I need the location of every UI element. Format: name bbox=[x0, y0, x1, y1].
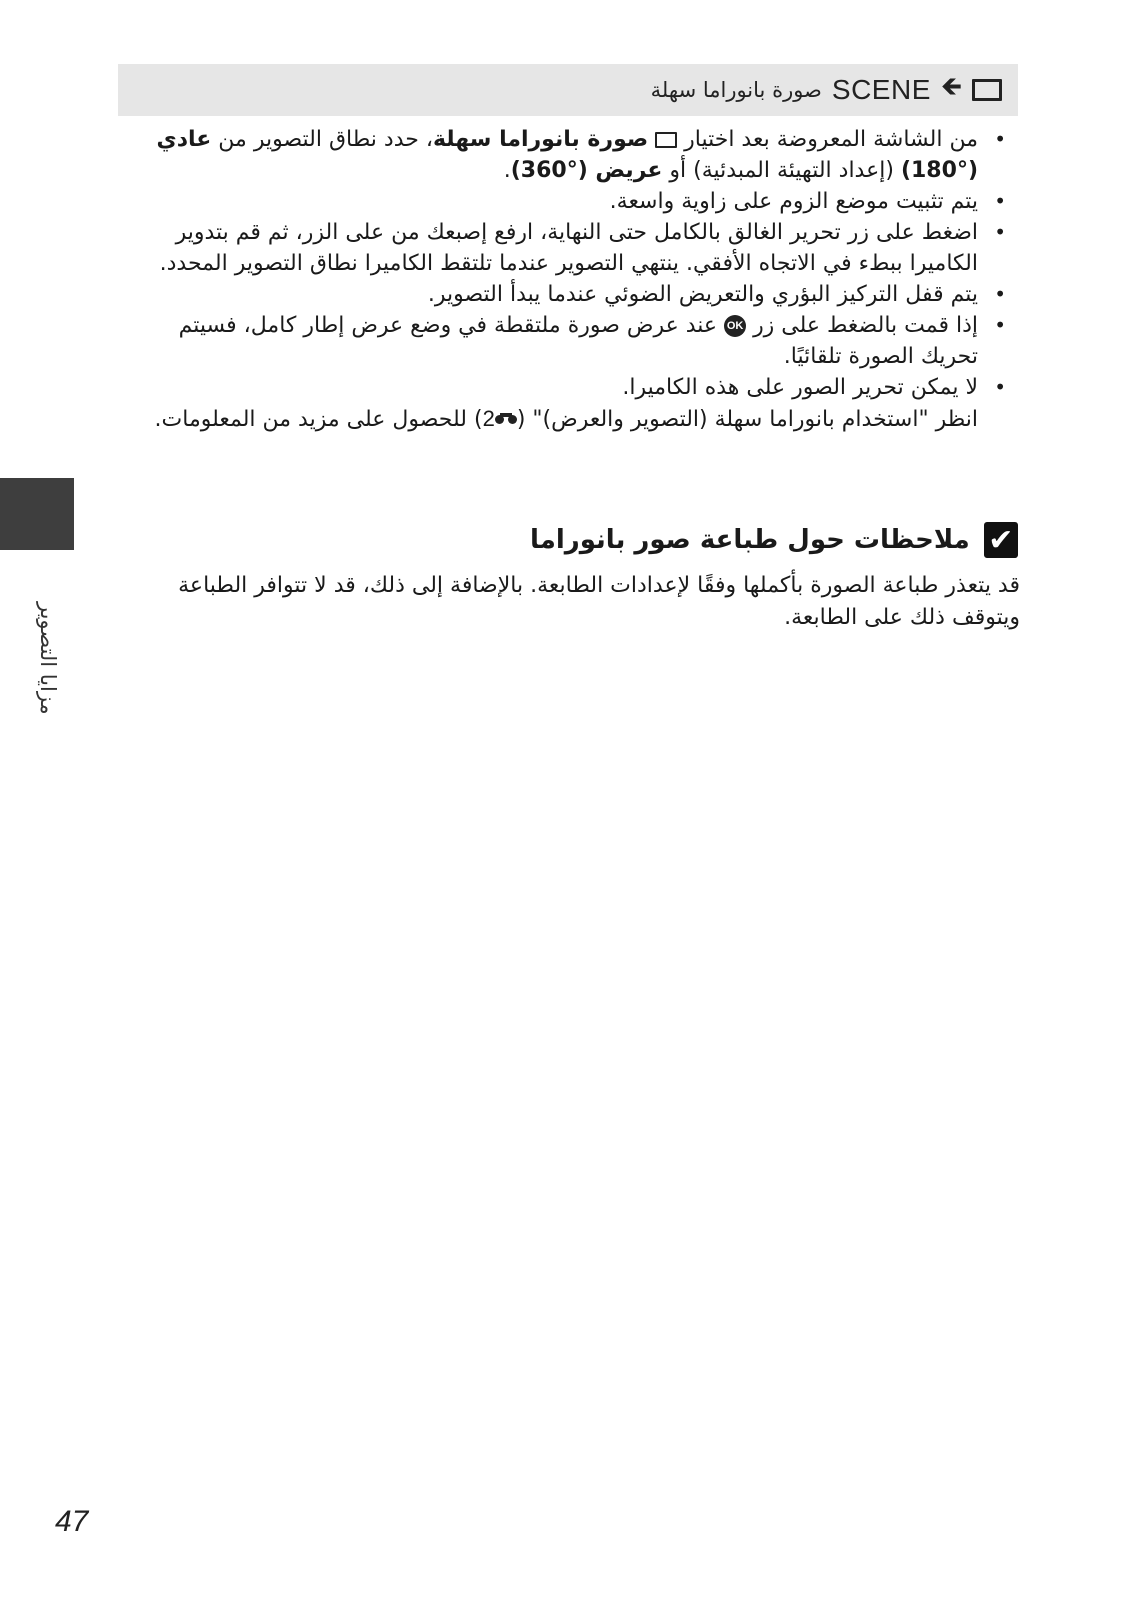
arrow-left-icon: 🡸 bbox=[940, 72, 962, 102]
note-header bbox=[530, 520, 1018, 560]
note-title: ملاحظات حول طباعة صور بانوراما bbox=[530, 525, 970, 555]
list-item: • اضغط على زر تحرير الغالق بالكامل حتى النهاية، ارفع إصبعك من على الزر، ثم قم بتدوير الكاميرا ببطء في الاتجاه الأفقي. ينتهي التصوير عندما تلتقط الكاميرا نطاق التصوير المحدد. bbox=[150, 217, 1020, 279]
header-title: صورة بانوراما سهلة bbox=[650, 78, 822, 102]
panorama-icon bbox=[972, 79, 1002, 101]
list-item: • لا يمكن تحرير الصور على هذه الكاميرا. bbox=[150, 372, 1020, 403]
list-item: • من الشاشة المعروضة بعد اختيار صورة بانوراما سهلة، حدد نطاق التصوير من عادي (°180) (إعداد التهيئة المبدئية) أو عريض (°360). bbox=[150, 124, 1020, 186]
scene-label: SCENE bbox=[831, 74, 931, 105]
reference-text: انظر "استخدام بانوراما سهلة (التصوير والعرض)" (2 ) للحصول على مزيد من المعلومات. bbox=[154, 406, 978, 432]
chapter-tab bbox=[0, 478, 74, 550]
check-note-icon: ✔ bbox=[984, 522, 1018, 558]
ok-button-icon: OK bbox=[724, 315, 746, 337]
reference-page: 2 bbox=[482, 406, 495, 431]
section-header bbox=[118, 64, 1018, 116]
list-item: • يتم قفل التركيز البؤري والتعريض الضوئي عندما يبدأ التصوير. bbox=[150, 279, 1020, 310]
bullet-list bbox=[150, 124, 1020, 403]
binoculars-icon bbox=[495, 413, 517, 425]
main-content bbox=[150, 124, 1020, 435]
panorama-icon bbox=[655, 132, 677, 148]
page-number: 47 bbox=[55, 1505, 89, 1538]
note-body: قد يتعذر طباعة الصورة بأكملها وفقًا لإعدادات الطابعة. بالإضافة إلى ذلك، قد لا تتوافر الطباعة ويتوقف ذلك على الطابعة. bbox=[178, 573, 1020, 630]
list-item: • يتم تثبيت موضع الزوم على زاوية واسعة. bbox=[150, 186, 1020, 217]
chapter-label: مزايا التصوير bbox=[36, 602, 60, 715]
list-item: • إذا قمت بالضغط على زر OK عند عرض صورة ملتقطة في وضع عرض إطار كامل، فسيتم تحريك الصورة تلقائيًا. bbox=[150, 310, 1020, 372]
